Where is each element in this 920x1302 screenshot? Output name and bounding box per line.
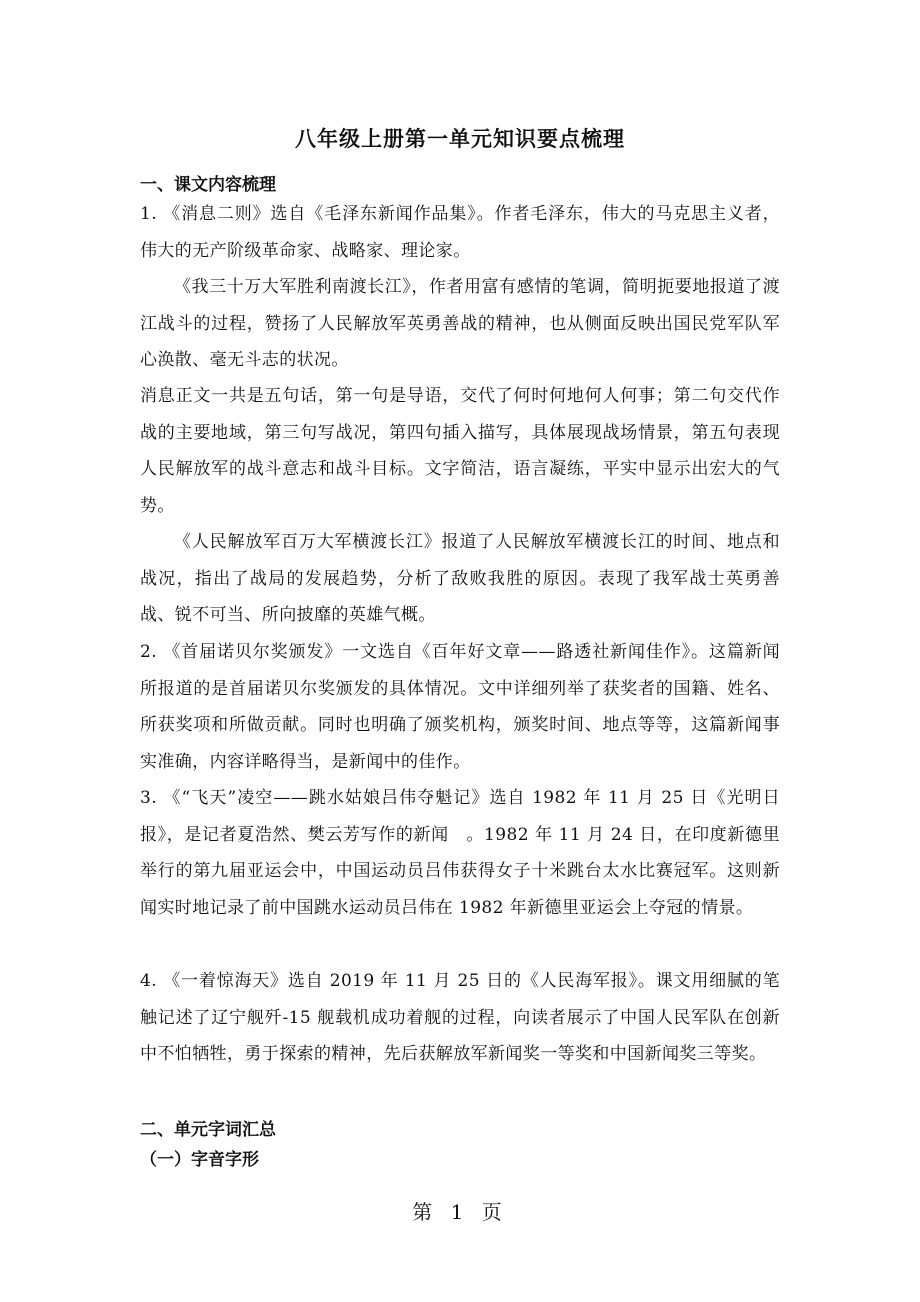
paragraph-6: 3. 《“飞天”凌空——跳水姑娘吕伟夺魁记》选自 1982 年 11 月 25 日《光明日报》，是记者夏浩然、樊云芳写作的新闻 。1982 年 11 月 24 日，在印度新德里举行的第九届亚运会中，中国运动员吕伟获得女子十米跳台太水比赛冠军。这则新闻实时地记录了前中国跳水运动员吕伟在 1982 年新德里亚运会上夺冠的情景。 — [140, 788, 780, 918]
section-heading-content-review: 一、课文内容梳理 — [140, 175, 276, 195]
paragraph-1: 1. 《消息二则》选自《毛泽东新闻作品集》。作者毛泽东，伟大的马克思主义者，伟大的无产阶级革命家、战略家、理论家。 — [140, 204, 780, 261]
section-heading-vocabulary: 二、单元字词汇总 — [140, 1120, 276, 1140]
document-title: 八年级上册第一单元知识要点梳理 — [295, 126, 625, 151]
paragraph-7: 4. 《一着惊海天》选自 2019 年 11 月 25 日的《人民海军报》。课文用细腻的笔触记述了辽宁舰歼-15 舰载机成功着舰的过程，向读者展示了中国人民军队在创新中不怕牺牲，勇于探索的精神，先后获解放军新闻奖一等奖和中国新闻奖三等奖。 — [140, 971, 780, 1064]
paragraph-4: 《人民解放军百万大军横渡长江》报道了人民解放军横渡长江的时间、地点和战况，指出了战局的发展趋势，分析了敌败我胜的原因。表现了我军战士英勇善战、锐不可当、所向披靡的英雄气概。 — [140, 532, 780, 625]
subsection-heading-pronunciation: （一）字音字形 — [140, 1150, 259, 1170]
paragraph-5: 2. 《首届诺贝尔奖颁发》一文选自《百年好文章——路透社新闻佳作》。这篇新闻所报道的是首届诺贝尔奖颁发的具体情况。文中详细列举了获奖者的国籍、姓名、所获奖项和所做贡献。同时也明确了颁奖机构，颁奖时间、地点等等，这篇新闻事实准确，内容详略得当，是新闻中的佳作。 — [140, 642, 780, 772]
page-number: 第 1 页 — [412, 1200, 508, 1224]
paragraph-3: 消息正文一共是五句话，第一句是导语，交代了何时何地何人何事；第二句交代作战的主要地域，第三句写战况，第四句插入描写，具体展现战场情景，第五句表现人民解放军的战斗意志和战斗目标。文字简洁，语言凝练，平实中显示出宏大的气势。 — [140, 386, 780, 516]
paragraph-2: 《我三十万大军胜利南渡长江》，作者用富有感情的笔调，简明扼要地报道了渡江战斗的过程，赞扬了人民解放军英勇善战的精神，也从侧面反映出国民党军队军心涣散、毫无斗志的状况。 — [140, 277, 780, 370]
